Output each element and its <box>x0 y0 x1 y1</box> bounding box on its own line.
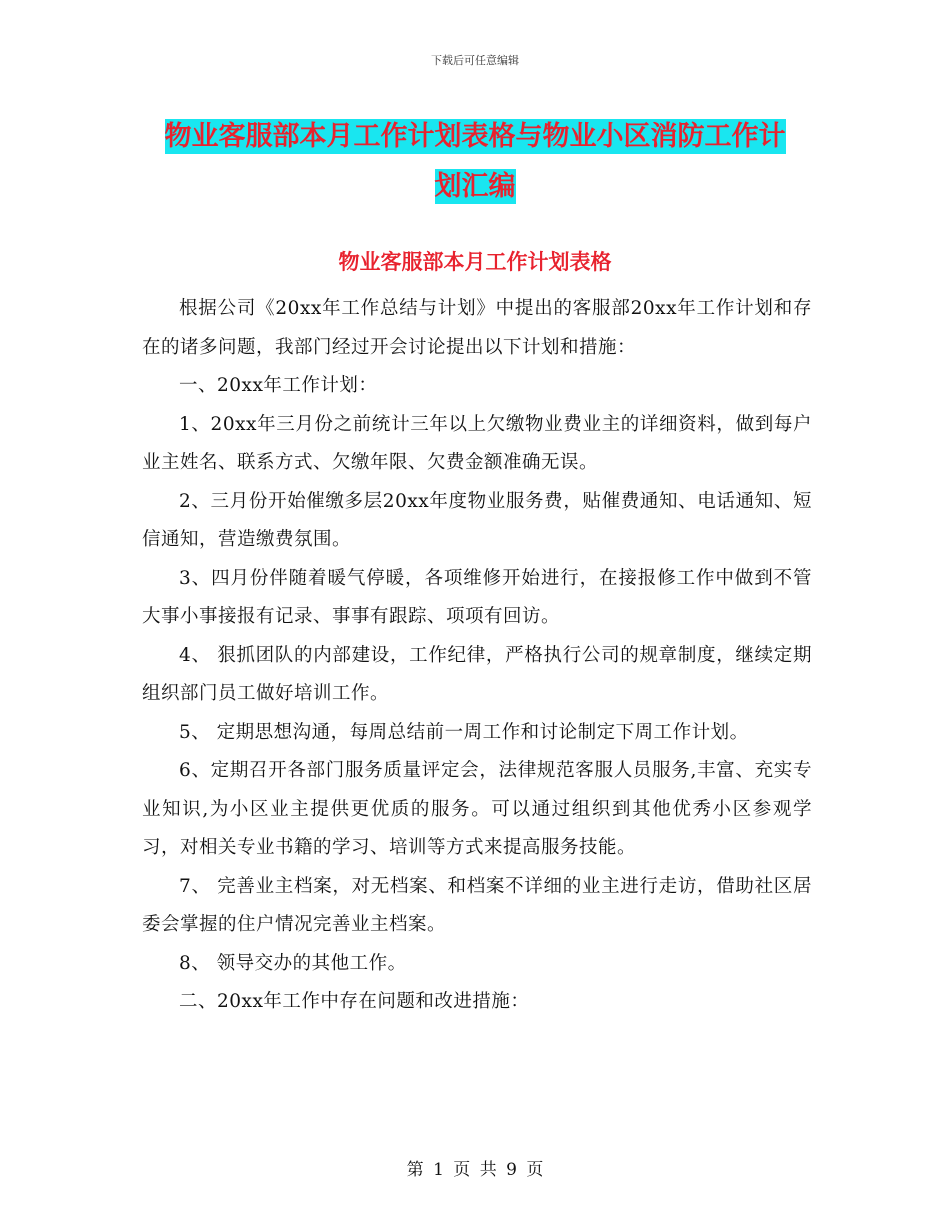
document-title <box>140 112 810 212</box>
paragraph-item-4: 4、 狠抓团队的内部建设，工作纪律，严格执行公司的规章制度，继续定期组织部门员工做好培训工作。 <box>142 644 812 704</box>
paragraph-item-6: 6、定期召开各部门服务质量评定会，法律规范客服人员服务,丰富、充实专业知识,为小区业主提供更优质的服务。可以通过组织到其他优秀小区参观学习，对相关专业书籍的学习、培训等方式来提高服务技能。 <box>142 760 812 858</box>
header-note: 下载后可任意编辑 <box>431 54 519 67</box>
title-line-1: 物业客服部本月工作计划表格与物业小区消防工作计 <box>164 121 786 152</box>
paragraph-item-8: 8、 领导交办的其他工作。 <box>179 952 407 974</box>
paragraph-heading-1: 一、20xx年工作计划： <box>179 375 378 396</box>
title-line-2: 划汇编 <box>434 171 516 202</box>
paragraph-item-5: 5、 定期思想沟通，每周总结前一周工作和讨论制定下周工作计划。 <box>179 721 749 743</box>
page-footer: 第 1 页 共 9 页 <box>406 1160 544 1180</box>
section-title: 物业客服部本月工作计划表格 <box>338 250 612 274</box>
paragraph-item-1: 1、20xx年三月份之前统计三年以上欠缴物业费业主的详细资料，做到每户业主姓名、联系方式、欠缴年限、欠费金额准确无误。 <box>142 413 812 473</box>
paragraph-heading-2: 二、20xx年工作中存在问题和改进措施： <box>179 991 530 1012</box>
paragraph-item-3: 3、四月份伴随着暖气停暖，各项维修开始进行，在接报修工作中做到不管大事小事接报有记录、事事有跟踪、项项有回访。 <box>142 567 812 627</box>
paragraph-item-7: 7、 完善业主档案，对无档案、和档案不详细的业主进行走访，借助社区居委会掌握的住户情况完善业主档案。 <box>142 875 812 935</box>
paragraph-intro: 根据公司《20xx年工作总结与计划》中提出的客服部20xx年工作计划和存在的诸多问题，我部门经过开会讨论提出以下计划和措施： <box>142 298 812 358</box>
document-body <box>142 290 812 1022</box>
paragraph-item-2: 2、三月份开始催缴多层20xx年度物业服务费，贴催费通知、电话通知、短信通知，营造缴费氛围。 <box>142 490 812 550</box>
